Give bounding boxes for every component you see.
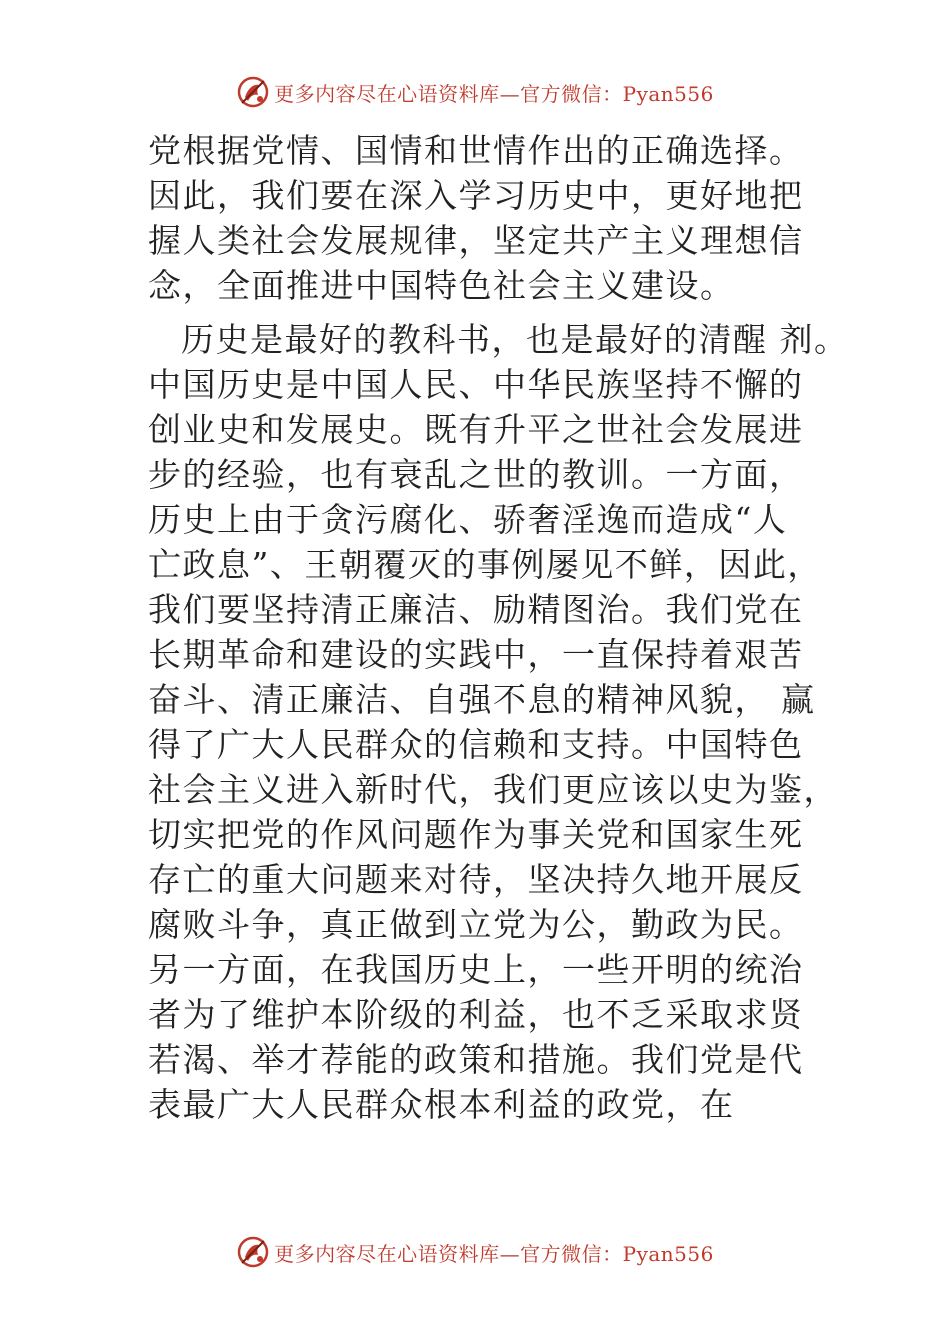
text-line: 党根据党情、国情和世情作出的正确选择。: [148, 131, 804, 170]
header-site-text: 更多内容尽在心语资料库: [274, 81, 500, 106]
header-wechat-id: Pyan556: [622, 81, 714, 106]
text-line: 步的经验，也有衰乱之世的教训。一方面，: [148, 455, 804, 494]
footer-separator: —: [499, 1241, 521, 1266]
text-line: 表最广大人民群众根本利益的政党，在: [148, 1085, 735, 1124]
text-line: 历史上由于贪污腐化、骄奢淫逸而造成“人: [148, 500, 788, 539]
text-line: 中国历史是中国人民、中华民族坚持不懈的: [148, 365, 804, 404]
text-line: 创业史和发展史。既有升平之世社会发展进: [148, 410, 804, 449]
text-line: 握人类社会发展规律，坚定共产主义理想信: [148, 221, 804, 260]
text-line: 念，全面推进中国特色社会主义建设。: [148, 266, 735, 305]
document-body: [148, 128, 868, 1127]
text-line: 奋斗、清正廉洁、自强不息的精神风貌， 赢: [148, 680, 816, 719]
header-wechat-label: 官方微信：: [520, 81, 623, 106]
text-line: 社会主义进入新时代，我们更应该以史为鉴，: [148, 770, 838, 809]
text-line: 存亡的重大问题来对待，坚决持久地开展反: [148, 860, 804, 899]
seal-logo-icon: [236, 1235, 270, 1269]
text-line: 腐败斗争，真正做到立党为公，勤政为民。: [148, 905, 804, 944]
text-line: 若渴、举才荐能的政策和措施。我们党是代: [148, 1040, 804, 1079]
footer-site-text: 更多内容尽在心语资料库: [274, 1241, 500, 1266]
text-line: 者为了维护本阶级的利益，也不乏采取求贤: [148, 995, 804, 1034]
text-line: 我们要坚持清正廉洁、励精图治。我们党在: [148, 590, 804, 629]
header-separator: —: [499, 81, 521, 106]
text-line: 另一方面，在我国历史上，一些开明的统治: [148, 950, 804, 989]
text-line: 得了广大人民群众的信赖和支持。中国特色: [148, 725, 804, 764]
text-line: 亡政息”、王朝覆灭的事例屡见不鲜，因此，: [148, 545, 822, 584]
header-banner: [0, 74, 950, 110]
paragraph: [148, 317, 868, 1127]
footer-text: [274, 1238, 714, 1267]
text-line: 历史是最好的教科书，也是最好的清醒 剂。: [181, 320, 849, 359]
footer-wechat-id: Pyan556: [622, 1241, 714, 1266]
seal-logo-icon: [236, 75, 270, 109]
text-line: 长期革命和建设的实践中，一直保持着艰苦: [148, 635, 804, 674]
text-line: 因此，我们要在深入学习历史中，更好地把: [148, 176, 804, 215]
footer-banner: [0, 1234, 950, 1270]
paragraph: [148, 128, 868, 308]
footer-wechat-label: 官方微信：: [520, 1241, 623, 1266]
header-text: [274, 78, 714, 107]
text-line: 切实把党的作风问题作为事关党和国家生死: [148, 815, 804, 854]
